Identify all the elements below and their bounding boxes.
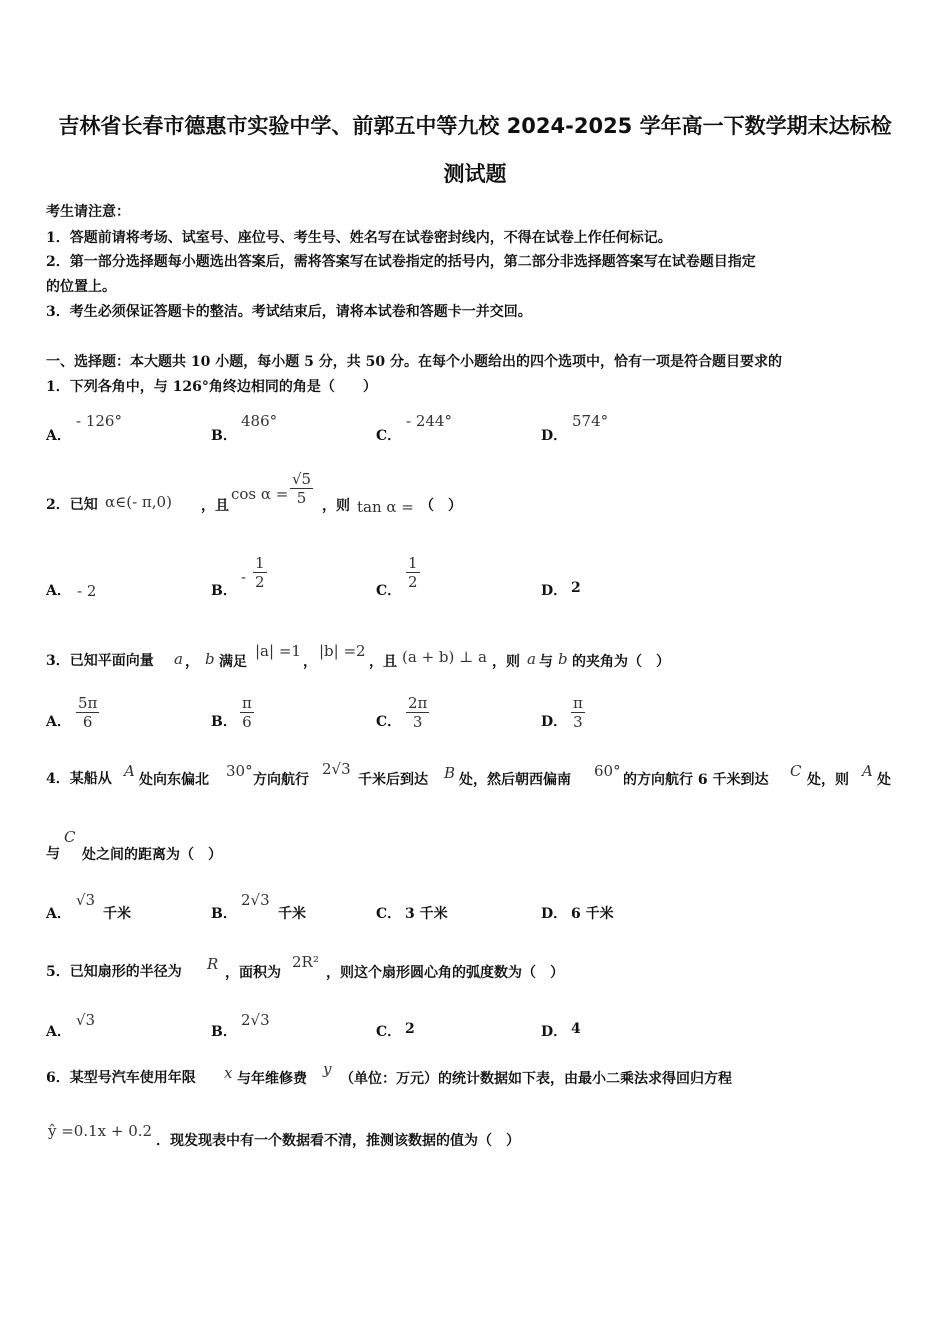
q1-option-c-label[interactable]: C． xyxy=(376,428,402,444)
q2-then: ，则 xyxy=(322,498,350,514)
q6-part3: （单位：万元）的统计数据如下表，由最小二乘法求得回归方程 xyxy=(340,1071,732,1087)
q5-part1: 5．已知扇形的半径为 xyxy=(46,964,182,980)
notice-item-2: 2．第一部分选择题每小题选出答案后，需将答案写在试卷指定的括号内，第二部分非选择题答案写在试卷题目指定 xyxy=(46,254,756,270)
q6-part4: ．现发现表中有一个数据看不清，推测该数据的值为（ ） xyxy=(156,1133,520,1149)
q4-option-b-unit: 千米 xyxy=(278,906,306,922)
q3-comma: ， xyxy=(185,654,199,670)
q5-option-d-label[interactable]: D． xyxy=(541,1024,568,1040)
q3-norm-b: |b| =2 xyxy=(319,642,366,660)
q2-domain: α∈(- π,0) xyxy=(105,493,172,511)
notice-item-3: 3．考生必须保证答题卡的整洁。考试结束后，请将本试卷和答题卡一并交回。 xyxy=(46,304,532,320)
q1-option-d-value: 574° xyxy=(572,412,609,430)
q4-part6: 的方向航行 6 千米到达 xyxy=(623,772,769,788)
q4-angle-30: 30° xyxy=(226,762,253,780)
q5-option-c-label[interactable]: C． xyxy=(376,1024,402,1040)
q4-point-a2: A xyxy=(862,762,873,780)
q2-option-a-value: - 2 xyxy=(77,582,97,600)
q2-cos-num: √5 xyxy=(292,470,312,488)
q4-option-d-label[interactable]: D． xyxy=(541,906,568,922)
q3-option-a-den: 6 xyxy=(82,713,93,731)
q3-norm-a: |a| =1 xyxy=(255,642,301,660)
q2-option-c-label[interactable]: C． xyxy=(376,583,402,599)
q3-option-d-label[interactable]: D． xyxy=(541,714,568,730)
exam-title-line1: 吉林省长春市德惠市实验中学、前郭五中等九校 2024-2025 学年高一下数学期末达标检 xyxy=(58,114,892,138)
q1-stem: 1．下列各角中，与 126°角终边相同的角是（ ） xyxy=(46,379,377,395)
q3-option-d-den: 3 xyxy=(573,713,583,731)
q3-option-a-num: 5π xyxy=(78,694,98,712)
q2-prefix: 2．已知 xyxy=(46,497,98,513)
q2-cos-label: cos α = xyxy=(231,485,289,503)
q3-option-b-den: 6 xyxy=(242,713,252,731)
q6-regression-equation: ŷ =0.1x + 0.2 xyxy=(48,1122,153,1140)
q3-comma2: ， xyxy=(303,654,317,670)
q5-area: 2R² xyxy=(292,953,319,971)
q1-option-a-label[interactable]: A． xyxy=(46,428,71,444)
q6-var-y: y xyxy=(323,1060,332,1078)
q2-option-c-num: 1 xyxy=(408,554,418,572)
q3-option-c-label[interactable]: C． xyxy=(376,714,402,730)
q3-option-b-label[interactable]: B． xyxy=(211,714,237,730)
q4-option-b-label[interactable]: B． xyxy=(211,906,237,922)
q4-part4: 千米后到达 xyxy=(358,772,428,788)
q1-option-b-value: 486° xyxy=(241,412,278,430)
q5-option-a-label[interactable]: A． xyxy=(46,1024,71,1040)
q4-part9: 与 xyxy=(46,846,60,862)
q3-satisfy: 满足 xyxy=(219,654,247,670)
q5-option-b-value: 2√3 xyxy=(241,1011,270,1029)
q3-vector-b2: b xyxy=(558,650,568,668)
q4-part10: 处之间的距离为（ ） xyxy=(82,847,222,863)
q2-option-b-den: 2 xyxy=(255,573,265,591)
q2-cos-den: 5 xyxy=(296,489,307,507)
q3-and2: 与 xyxy=(539,654,553,670)
q4-option-a-value: √3 xyxy=(76,891,96,909)
q4-part2: 处向东偏北 xyxy=(139,772,209,788)
q3-and: ，且 xyxy=(369,654,397,670)
q4-part1: 4．某船从 xyxy=(46,771,112,787)
q2-option-c-fraction xyxy=(406,554,420,591)
q3-option-a-fraction xyxy=(76,694,99,731)
q4-option-c-value: 3 千米 xyxy=(405,906,448,922)
q4-angle-60: 60° xyxy=(594,762,621,780)
q2-option-b-fraction xyxy=(253,554,267,591)
q2-paren: （ ） xyxy=(420,498,462,514)
q3-option-d-num: π xyxy=(573,694,583,712)
q4-option-a-unit: 千米 xyxy=(103,906,131,922)
q3-option-b-fraction xyxy=(240,694,254,731)
q3-option-d-fraction xyxy=(571,694,585,731)
q2-option-b-num: 1 xyxy=(255,554,265,572)
q2-cos-fraction xyxy=(290,470,313,507)
q3-then: ，则 xyxy=(492,654,520,670)
q4-point-a: A xyxy=(124,762,135,780)
q2-option-d-value: 2 xyxy=(571,580,581,596)
section-heading: 一、选择题：本大题共 10 小题，每小题 5 分，共 50 分。在每个小题给出的四个选项中，恰有一项是符合题目要求的 xyxy=(46,354,782,370)
q4-option-a-label[interactable]: A． xyxy=(46,906,71,922)
q3-angle: 的夹角为（ ） xyxy=(572,654,670,670)
q3-option-c-num: 2π xyxy=(408,694,428,712)
q3-option-c-fraction xyxy=(406,694,429,731)
q2-option-b-sign: - xyxy=(241,568,247,586)
q2-option-a-label[interactable]: A． xyxy=(46,583,71,599)
q5-option-c-value: 2 xyxy=(405,1021,415,1037)
q1-option-a-value: - 126° xyxy=(76,412,122,430)
q4-option-c-label[interactable]: C． xyxy=(376,906,402,922)
notice-item-1: 1．答题前请将考场、试室号、座位号、考生号、姓名写在试卷密封线内，不得在试卷上作任何标记。 xyxy=(46,230,672,246)
q5-part3: ，则这个扇形圆心角的弧度数为（ ） xyxy=(326,965,564,981)
notice-item-2-cont: 的位置上。 xyxy=(46,279,116,295)
q2-and: ，且 xyxy=(201,498,229,514)
q5-option-d-value: 4 xyxy=(571,1021,581,1037)
q3-vector-a: a xyxy=(174,650,183,668)
notice-heading: 考生请注意： xyxy=(46,204,130,220)
exam-title-line2: 测试题 xyxy=(443,162,507,186)
q2-tan-label: tan α = xyxy=(357,498,414,516)
q5-option-b-label[interactable]: B． xyxy=(211,1024,237,1040)
q4-part8: 处 xyxy=(877,772,891,788)
q6-part1: 6．某型号汽车使用年限 xyxy=(46,1070,196,1086)
q3-prefix: 3．已知平面向量 xyxy=(46,653,154,669)
q4-distance: 2√3 xyxy=(322,760,351,778)
q4-point-c: C xyxy=(790,762,802,780)
q4-point-c2: C xyxy=(64,828,76,846)
q5-option-a-value: √3 xyxy=(76,1011,96,1029)
q4-part7: 处，则 xyxy=(807,772,849,788)
q4-part3: 方向航行 xyxy=(253,772,309,788)
q2-option-b-label[interactable]: B． xyxy=(211,583,237,599)
q6-part2: 与年维修费 xyxy=(237,1071,307,1087)
q5-part2: ，面积为 xyxy=(225,965,281,981)
q3-option-c-den: 3 xyxy=(412,713,423,731)
q3-vector-a2: a xyxy=(527,650,536,668)
q3-option-b-num: π xyxy=(242,694,252,712)
q1-option-b-label[interactable]: B． xyxy=(211,428,237,444)
q4-option-b-value: 2√3 xyxy=(241,891,270,909)
q1-option-c-value: - 244° xyxy=(406,412,452,430)
q3-option-a-label[interactable]: A． xyxy=(46,714,71,730)
q6-var-x: x xyxy=(224,1064,233,1082)
q3-vector-b: b xyxy=(205,650,215,668)
q2-option-d-label[interactable]: D． xyxy=(541,583,568,599)
q4-point-b: B xyxy=(444,764,456,782)
q4-option-d-value: 6 千米 xyxy=(571,906,614,922)
q4-part5: 处，然后朝西偏南 xyxy=(459,772,571,788)
q2-option-c-den: 2 xyxy=(408,573,418,591)
q3-perp: (a + b) ⊥ a xyxy=(402,648,487,666)
q5-radius: R xyxy=(207,955,219,973)
q1-option-d-label[interactable]: D． xyxy=(541,428,568,444)
